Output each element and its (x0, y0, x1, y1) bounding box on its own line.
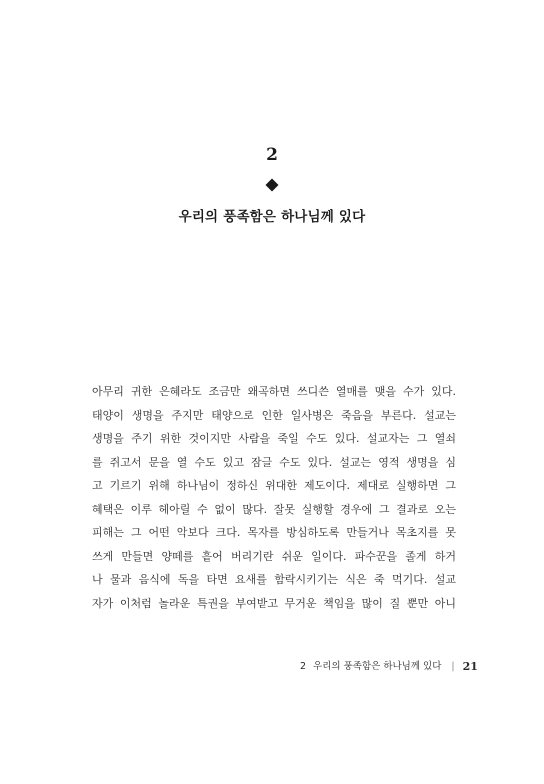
footer-chapter-title: 우리의 풍족함은 하나님께 있다 (313, 661, 442, 672)
page-number: 21 (462, 660, 478, 673)
text-line: 태양이 생명을 주지만 태양으로 인한 일사병은 죽음을 부른다. 설교는 (92, 408, 456, 422)
text-line: 피해는 그 어떤 악보다 크다. 목자를 방심하도록 만들거나 목초지를 못 (92, 526, 456, 539)
footer-separator: | (451, 661, 455, 672)
diamond-icon (265, 178, 279, 192)
text-line: 아무리 귀한 은혜라도 조금만 왜곡하면 쓰디쓴 열매를 맺을 수가 있다. (92, 385, 456, 398)
text-line: 쓰게 만들면 양떼를 흩어 버리기란 쉬운 일이다. 파수꾼을 졸게 하거 (92, 549, 456, 563)
text-line: 를 쥐고서 문을 열 수도 있고 잠글 수도 있다. 설교는 영적 생명을 심 (92, 455, 456, 469)
text-line: 혜택은 이루 헤아릴 수 없이 많다. 잘못 실행할 경우에 그 결과로 오는 (92, 502, 456, 516)
body-paragraph (92, 380, 456, 615)
text-line: 자가 이처럼 놀라운 특권을 부여받고 무거운 책임을 많이 질 뿐만 아니 (92, 596, 456, 610)
text-line: 고 기르기 위해 하나님이 정하신 위대한 제도이다. 제대로 실행하면 그 (92, 479, 456, 492)
chapter-title: 우리의 풍족함은 하나님께 있다 (178, 209, 366, 225)
footer-chapter-number: 2 (300, 661, 307, 672)
text-line: 생명을 주기 위한 것이지만 사람을 죽일 수도 있다. 설교자는 그 열쇠 (92, 432, 456, 445)
text-line: 나 물과 음식에 독을 타면 요새를 함락시키기는 식은 죽 먹기다. 설교 (92, 573, 456, 586)
running-footer (300, 659, 478, 675)
chapter-number: 2 (266, 145, 278, 165)
